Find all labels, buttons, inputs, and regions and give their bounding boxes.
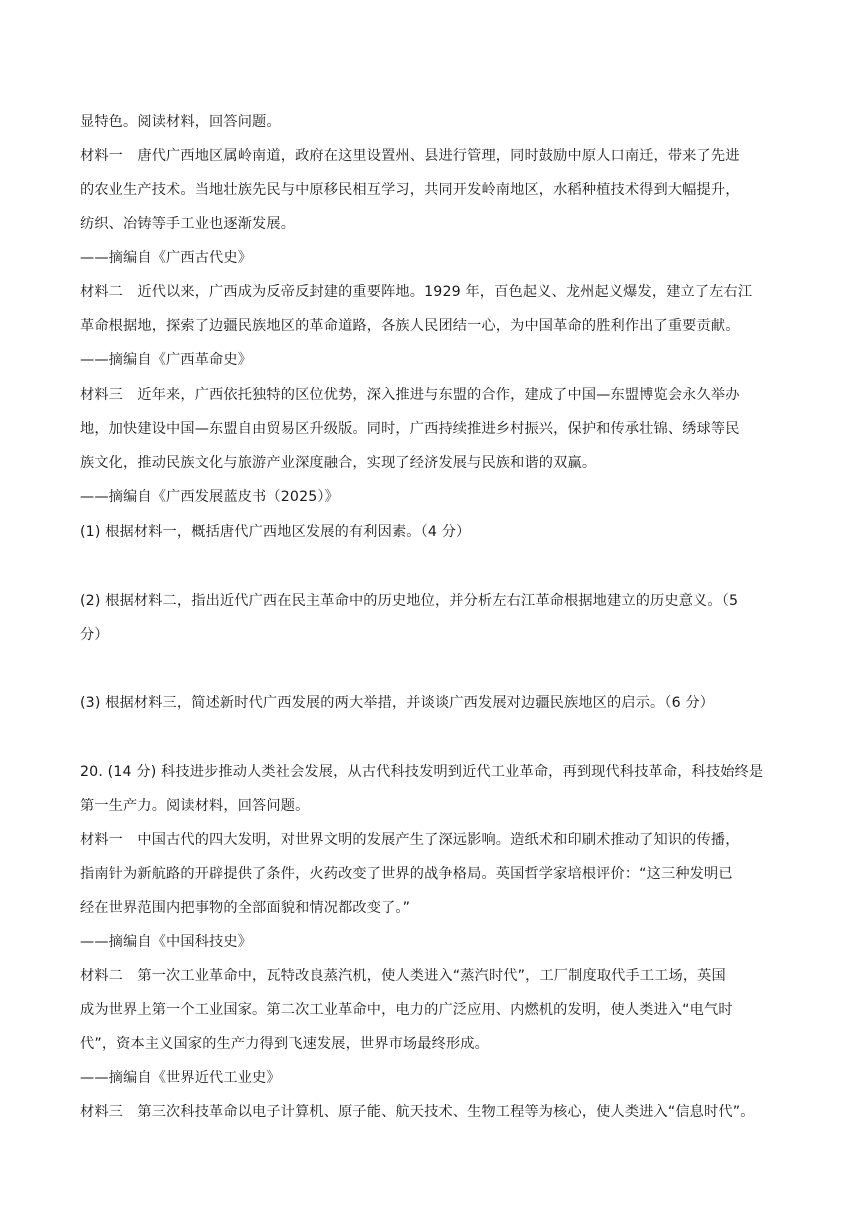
- source-line: ——摘编自《世界近代工业史》: [80, 1070, 281, 1086]
- text-line: 材料二 近代以来，广西成为反帝反封建的重要阵地。1929 年，百色起义、龙州起义爆发，建立了左右江: [80, 284, 753, 300]
- text-line: 地，加快建设中国—东盟自由贸易区升级版。同时，广西持续推进乡村振兴，保护和传承壮锦、绣球等民: [80, 421, 740, 437]
- text-line: 材料三 近年来，广西依托独特的区位优势，深入推进与东盟的合作，建成了中国—东盟博览会永久举办: [80, 387, 740, 403]
- text-line: 材料一 中国古代的四大发明，对世界文明的发展产生了深远影响。造纸术和印刷术推动了知识的传播，: [80, 832, 740, 848]
- text-line: 第一生产力。阅读材料，回答问题。: [80, 798, 310, 814]
- question-line: (3) 根据材料三，简述新时代广西发展的两大举措，并谈谈广西发展对边疆民族地区的启示。（6 分）: [80, 695, 715, 711]
- question-line: 分）: [80, 627, 109, 643]
- text-line: 纺织、冶铸等手工业也逐渐发展。: [80, 216, 296, 232]
- text-line: 材料三 第三次科技革命以电子计算机、原子能、航天技术、生物工程等为核心，使人类进入“信息时代”。: [80, 1104, 755, 1120]
- question-line: (2) 根据材料二，指出近代广西在民主革命中的历史地位，并分析左右江革命根据地建立的历史意义。（5: [80, 593, 739, 609]
- question-line: (1) 根据材料一，概括唐代广西地区发展的有利因素。（4 分）: [80, 524, 471, 540]
- text-line: 革命根据地，探索了边疆民族地区的革命道路，各族人民团结一心，为中国革命的胜利作出了重要贡献。: [80, 318, 740, 334]
- text-line: 的农业生产技术。当地壮族先民与中原移民相互学习，共同开发岭南地区，水稻种植技术得到大幅提升，: [80, 182, 740, 198]
- question-heading: 20. (14 分) 科技进步推动人类社会发展，从古代科技发明到近代工业革命，再到现代科技革命，科技始终是: [80, 764, 764, 780]
- source-line: ——摘编自《广西发展蓝皮书（2025）》: [80, 489, 340, 505]
- source-line: ——摘编自《中国科技史》: [80, 934, 253, 950]
- text-line: 族文化，推动民族文化与旅游产业深度融合，实现了经济发展与民族和谐的双赢。: [80, 455, 597, 471]
- text-line: 代”，资本主义国家的生产力得到飞速发展，世界市场最终形成。: [80, 1036, 489, 1052]
- text-line: 显特色。阅读材料，回答问题。: [80, 114, 281, 130]
- text-line: 经在世界范围内把事物的全部面貌和情况都改变了。”: [80, 900, 411, 916]
- text-line: 指南针为新航路的开辟提供了条件，火药改变了世界的战争格局。英国哲学家培根评价：“这三种发明已: [80, 866, 733, 882]
- text-line: 材料二 第一次工业革命中，瓦特改良蒸汽机，使人类进入“蒸汽时代”，工厂制度取代手工工场，英国: [80, 968, 726, 984]
- source-line: ——摘编自《广西革命史》: [80, 352, 253, 368]
- text-line: 材料一 唐代广西地区属岭南道，政府在这里设置州、县进行管理，同时鼓励中原人口南迁，带来了先进: [80, 148, 740, 164]
- source-line: ——摘编自《广西古代史》: [80, 250, 253, 266]
- text-line: 成为世界上第一个工业国家。第二次工业革命中，电力的广泛应用、内燃机的发明，使人类进入“电气时: [80, 1002, 733, 1018]
